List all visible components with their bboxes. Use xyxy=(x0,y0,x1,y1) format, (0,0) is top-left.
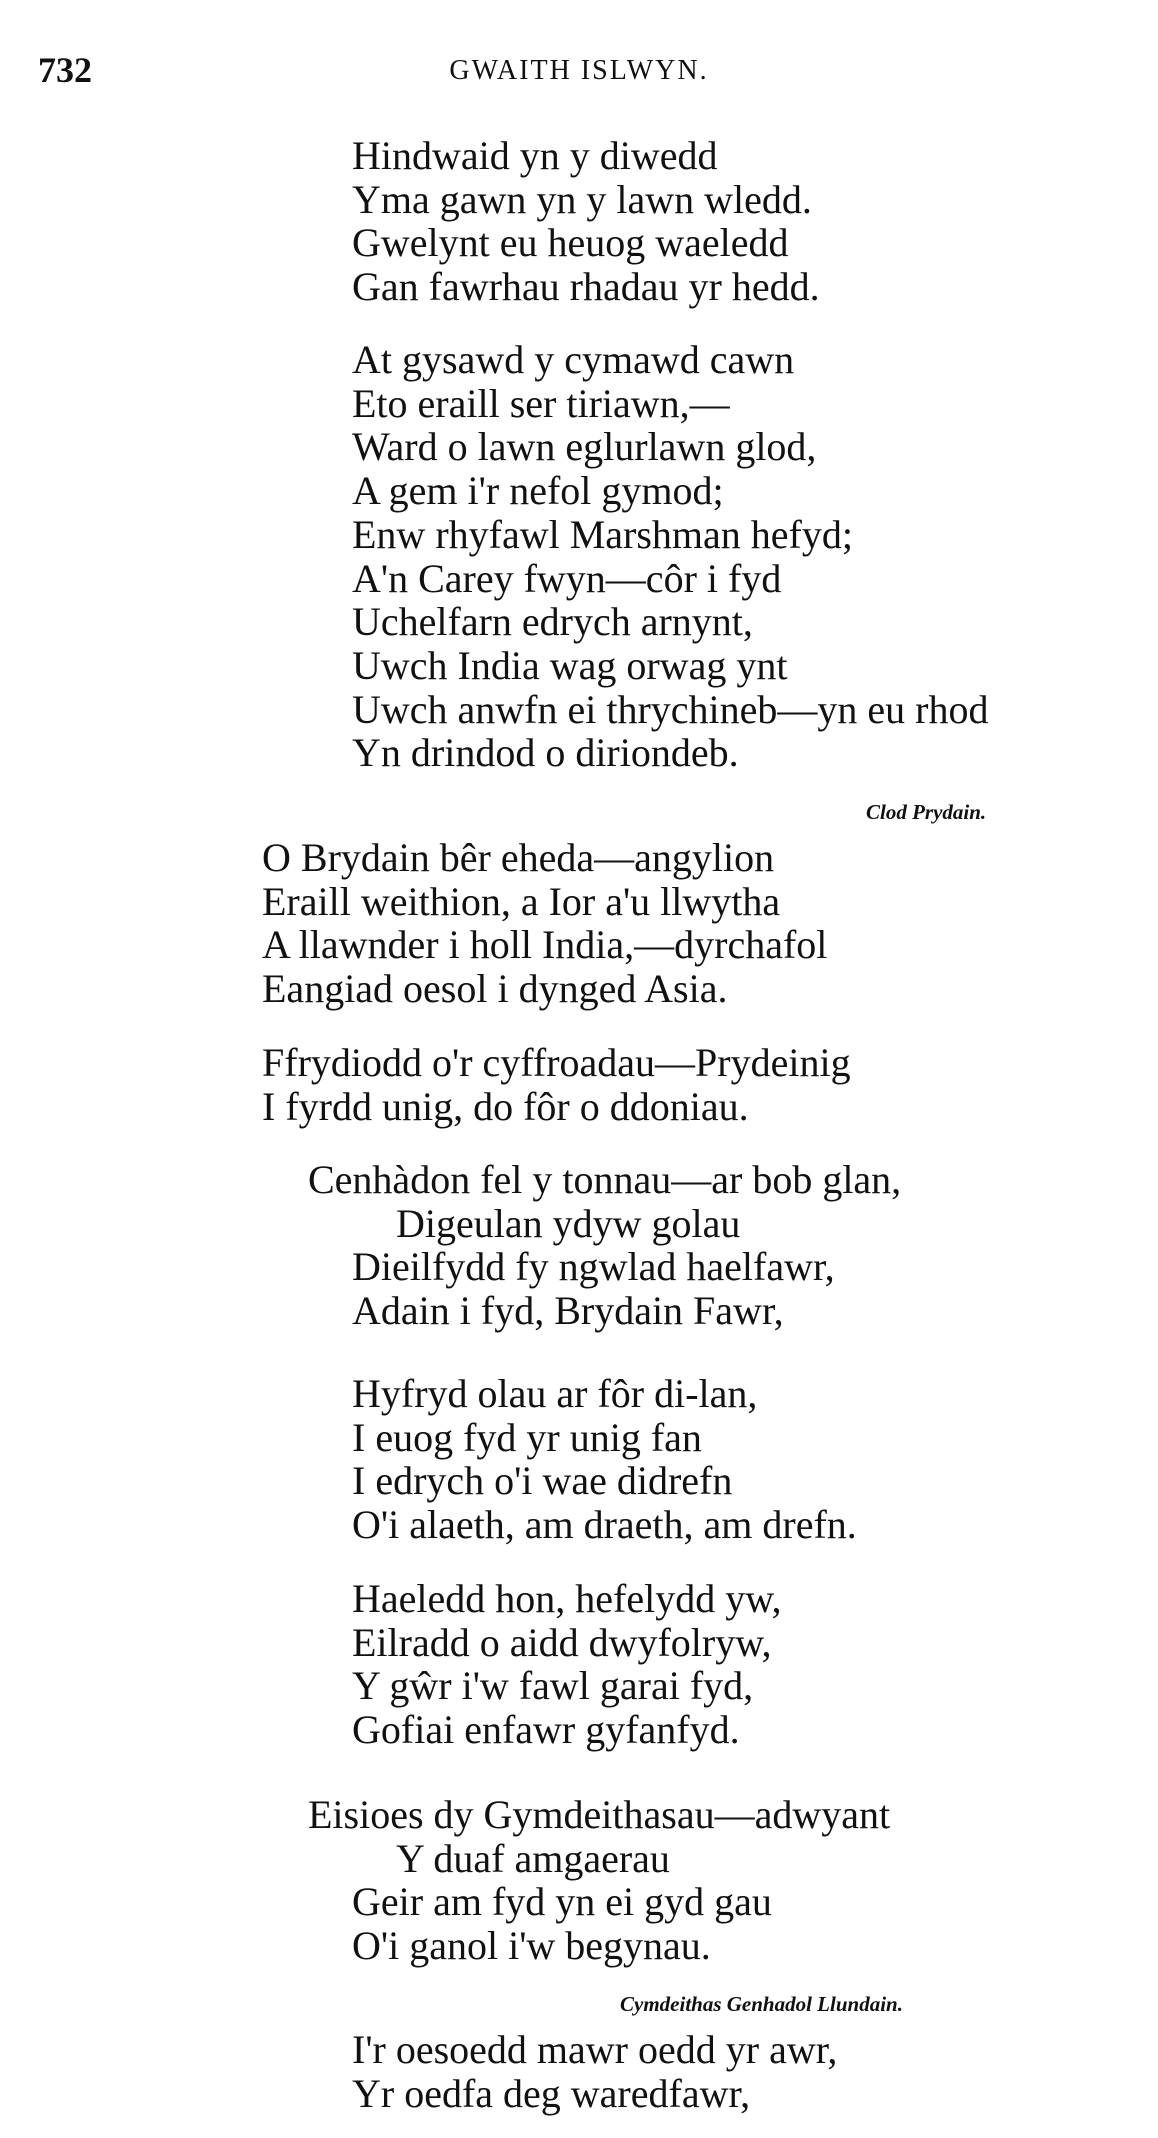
verse-line: Adain i fyd, Brydain Fawr, xyxy=(352,1288,784,1334)
verse-line: Eisioes dy Gymdeithasau—adwyant xyxy=(308,1792,891,1837)
verse-line: Yma gawn yn y lawn wledd. xyxy=(352,176,812,222)
verse-line: Eilradd o aidd dwyfolryw, xyxy=(352,1619,772,1665)
verse-line: A'n Carey fwyn—côr i fyd xyxy=(352,555,782,601)
stanza-2 xyxy=(352,338,988,775)
section-note: Cymdeithas Genhadol Llundain. xyxy=(620,1992,903,2016)
verse-line: Ffrydiodd o'r cyffroadau—Prydeinig xyxy=(262,1040,851,1085)
verse-line: Uchelfarn edrych arnynt, xyxy=(352,599,753,645)
verse-line: Dieilfydd fy ngwlad haelfawr, xyxy=(352,1244,835,1290)
stanza-4 xyxy=(262,1041,851,1128)
verse-line: Y duaf amgaerau xyxy=(396,1835,670,1881)
stanza-9 xyxy=(352,2028,837,2115)
verse-line: Eangiad oesol i dynged Asia. xyxy=(262,966,728,1012)
verse-line: Yn drindod o diriondeb. xyxy=(352,730,739,776)
verse-line: O'i alaeth, am draeth, am drefn. xyxy=(352,1502,857,1548)
verse-line: O'i ganol i'w begynau. xyxy=(352,1923,711,1969)
running-title: GWAITH ISLWYN. xyxy=(449,55,709,86)
verse-line: Enw rhyfawl Marshman hefyd; xyxy=(352,511,853,557)
stanza-5 xyxy=(308,1158,901,1333)
verse-line: Hyfryd olau ar fôr di-lan, xyxy=(352,1371,758,1416)
verse-line: I euog fyd yr unig fan xyxy=(352,1414,702,1460)
verse-line: Geir am fyd yn ei gyd gau xyxy=(352,1879,772,1925)
verse-line: I'r oesoedd mawr oedd yr awr, xyxy=(352,2027,838,2072)
verse-line: Uwch anwfn ei thrychineb—yn eu rhod xyxy=(352,686,989,732)
verse-line: Hindwaid yn y diwedd xyxy=(352,133,718,178)
stanza-6 xyxy=(352,1372,857,1547)
verse-line: Cenhàdon fel y tonnau—ar bob glan, xyxy=(308,1157,902,1202)
verse-line: Digeulan ydyw golau xyxy=(396,1200,741,1246)
verse-line: O Brydain bêr eheda—angylion xyxy=(262,835,775,880)
verse-line: Gwelynt eu heuog waeledd xyxy=(352,220,789,266)
verse-line: Yr oedfa deg waredfawr, xyxy=(352,2070,751,2116)
verse-line: At gysawd y cymawd cawn xyxy=(352,337,795,382)
verse-line: Gofiai enfawr gyfanfyd. xyxy=(352,1707,740,1753)
verse-line: I edrych o'i wae didrefn xyxy=(352,1458,733,1504)
verse-line: Ward o lawn eglurlawn glod, xyxy=(352,424,817,470)
section-note: Clod Prydain. xyxy=(866,800,987,824)
verse-line: Haeledd hon, hefelydd yw, xyxy=(352,1576,782,1621)
verse-line: Eraill weithion, a Ior a'u llwytha xyxy=(262,878,781,924)
verse-line: Gan fawrhau rhadau yr hedd. xyxy=(352,264,820,310)
verse-line: Y gŵr i'w fawl garai fyd, xyxy=(352,1663,754,1709)
verse-line: Eto eraill ser tiriawn,— xyxy=(352,380,730,426)
stanza-1 xyxy=(352,134,820,309)
page-number: 732 xyxy=(38,50,92,90)
stanza-8 xyxy=(308,1793,890,1968)
verse-line: A llawnder i holl India,—dyrchafol xyxy=(262,922,828,968)
verse-line: A gem i'r nefol gymod; xyxy=(352,468,724,514)
verse-line: Uwch India wag orwag ynt xyxy=(352,642,788,688)
stanza-7 xyxy=(352,1577,782,1752)
verse-line: I fyrdd unig, do fôr o ddoniau. xyxy=(262,1083,749,1129)
stanza-3 xyxy=(262,836,827,1011)
